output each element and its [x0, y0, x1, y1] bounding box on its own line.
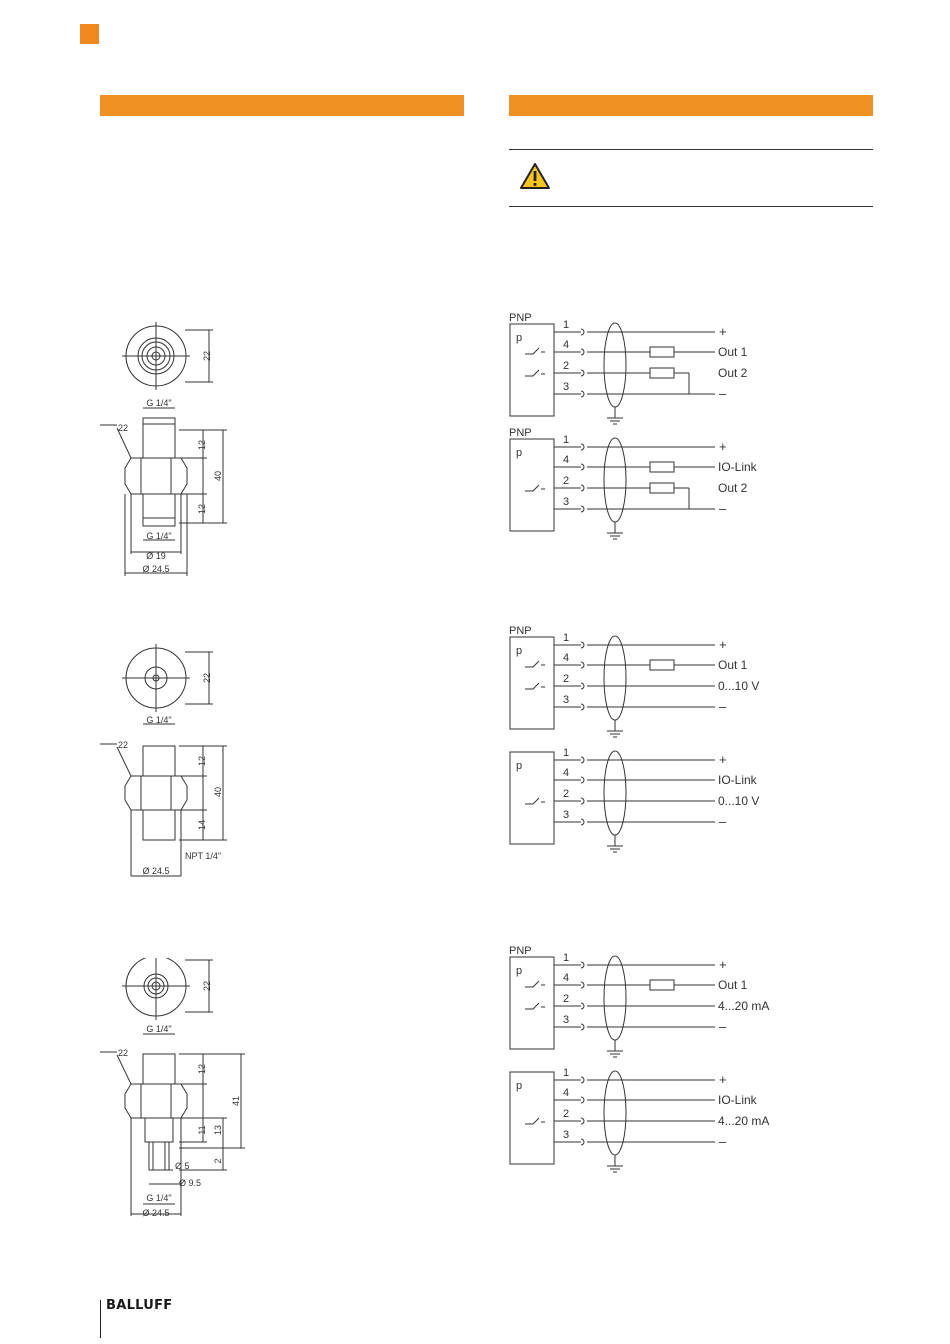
terminal-label: + — [719, 957, 727, 972]
switch-symbol — [525, 798, 545, 804]
dia-small-label: Ø 5 — [175, 1161, 190, 1171]
switch-symbol — [525, 348, 545, 354]
connector-arrow — [581, 464, 584, 470]
terminal-label: – — [719, 501, 727, 516]
pin-number: 1 — [563, 434, 570, 446]
resistor — [650, 347, 674, 357]
dimension-drawing-2 — [95, 644, 255, 880]
pin-number: 1 — [563, 1067, 570, 1079]
terminal-label: IO-Link — [718, 1093, 757, 1107]
footer-rule — [100, 1300, 101, 1338]
hex-top-label: 22 — [202, 980, 212, 992]
left-section-header-bar — [100, 95, 464, 116]
connector-arrow — [581, 819, 584, 825]
pressure-label: p — [516, 645, 523, 657]
dim-b-label: 12 — [197, 503, 207, 515]
connector-arrow — [581, 1139, 584, 1145]
connector-arrow — [581, 642, 584, 648]
terminal-label: – — [719, 699, 727, 714]
hex-top-label: 22 — [202, 672, 212, 684]
resistor — [650, 660, 674, 670]
pressure-label: p — [516, 1080, 523, 1092]
terminal-label: Out 1 — [718, 658, 748, 672]
connector-arrow — [581, 704, 584, 710]
dim-total-label: 41 — [231, 1095, 241, 1107]
dim-a-label: 12 — [197, 755, 207, 767]
pin-number: 4 — [563, 339, 570, 351]
pin-number: 3 — [563, 809, 570, 821]
wiring-diagram-3 — [505, 623, 775, 745]
connector-arrow — [581, 798, 584, 804]
connector-arrow — [581, 349, 584, 355]
pin-number: 3 — [563, 381, 570, 393]
output-type-label: PNP — [509, 312, 532, 324]
connector-arrow — [581, 1118, 584, 1124]
resistor — [650, 483, 674, 493]
terminal-label: + — [719, 637, 727, 652]
terminal-label: IO-Link — [718, 773, 757, 787]
resistor — [650, 368, 674, 378]
balluff-logo: BALLUFF — [106, 1298, 173, 1313]
connector-arrow — [581, 777, 584, 783]
connector-arrow — [581, 391, 584, 397]
dim-total-label: 40 — [213, 470, 223, 482]
wiring-diagram-1 — [505, 310, 775, 432]
corner-marker — [80, 24, 99, 44]
terminal-label: + — [719, 324, 727, 339]
hex-side-label: 22 — [118, 1048, 129, 1058]
terminal-label: + — [719, 439, 727, 454]
warning-icon — [519, 162, 551, 190]
dim-total-label: 40 — [213, 786, 223, 798]
dim-b-label: 11 — [197, 1125, 207, 1135]
switch-symbol — [525, 981, 545, 987]
pin-number: 2 — [563, 475, 570, 487]
pin-number: 3 — [563, 694, 570, 706]
warning-bottom-rule — [509, 206, 873, 207]
wiring-diagram-6 — [505, 1058, 775, 1180]
switch-symbol — [525, 485, 545, 491]
dimension-drawing-1 — [95, 318, 255, 580]
right-section-header-bar — [509, 95, 873, 116]
terminal-label: Out 1 — [718, 345, 748, 359]
dim-c-label: 13 — [213, 1124, 223, 1136]
pin-number: 2 — [563, 1108, 570, 1120]
connector-arrow — [581, 506, 584, 512]
pin-number: 3 — [563, 1129, 570, 1141]
terminal-label: – — [719, 1134, 727, 1149]
resistor — [650, 980, 674, 990]
terminal-label: 0...10 V — [718, 679, 760, 693]
pin-number: 4 — [563, 972, 570, 984]
dia-mid-label: Ø 9.5 — [179, 1178, 202, 1188]
connector-arrow — [581, 370, 584, 376]
switch-symbol — [525, 683, 545, 689]
pin-number: 4 — [563, 454, 570, 466]
terminal-label: – — [719, 814, 727, 829]
pressure-label: p — [516, 760, 523, 772]
switch-symbol — [525, 1003, 545, 1009]
switch-symbol — [525, 1118, 545, 1124]
terminal-label: 4...20 mA — [718, 999, 770, 1013]
connector-arrow — [581, 485, 584, 491]
pin-number: 2 — [563, 788, 570, 800]
pin-number: 1 — [563, 632, 570, 644]
pressure-label: p — [516, 332, 523, 344]
warning-top-rule — [509, 149, 873, 150]
hex-side-label: 22 — [118, 423, 129, 433]
thread-top-label: G 1/4" — [146, 715, 172, 725]
hex-top-label: 22 — [202, 350, 212, 362]
terminal-label: + — [719, 752, 727, 767]
pin-number: 3 — [563, 1014, 570, 1026]
output-type-label: PNP — [509, 625, 532, 637]
connector-arrow — [581, 1003, 584, 1009]
terminal-label: – — [719, 386, 727, 401]
pin-number: 1 — [563, 952, 570, 964]
pin-number: 2 — [563, 993, 570, 1005]
dia-inner-label: Ø 19 — [146, 551, 166, 561]
connector-arrow — [581, 329, 584, 335]
switch-symbol — [525, 370, 545, 376]
dim-b-label: 14 — [197, 819, 207, 831]
connector-arrow — [581, 1024, 584, 1030]
pin-number: 1 — [563, 747, 570, 759]
pin-number: 4 — [563, 767, 570, 779]
connector-arrow — [581, 1077, 584, 1083]
pin-number: 2 — [563, 360, 570, 372]
pressure-label: p — [516, 965, 523, 977]
pin-number: 3 — [563, 496, 570, 508]
wiring-diagram-2 — [505, 425, 775, 547]
connector-arrow — [581, 1097, 584, 1103]
terminal-label: – — [719, 1019, 727, 1034]
thread-bottom-label: G 1/4" — [146, 531, 172, 541]
thread-top-label: G 1/4" — [146, 1024, 172, 1034]
thread-bottom-label: NPT 1/4" — [185, 851, 222, 861]
dia-outer-label: Ø 24.5 — [142, 866, 170, 876]
connector-arrow — [581, 982, 584, 988]
connector-arrow — [581, 662, 584, 668]
output-type-label: PNP — [509, 427, 532, 439]
dim-d-label: 2 — [213, 1158, 223, 1164]
connector-arrow — [581, 444, 584, 450]
dim-a-label: 12 — [197, 1063, 207, 1075]
dia-outer-label: Ø 24.5 — [142, 564, 170, 574]
output-type-label: PNP — [509, 945, 532, 957]
thread-top-label: G 1/4" — [146, 398, 172, 408]
terminal-label: Out 2 — [718, 481, 748, 495]
terminal-label: Out 2 — [718, 366, 748, 380]
terminal-label: IO-Link — [718, 460, 757, 474]
dimension-drawing-3 — [95, 958, 255, 1222]
wiring-diagram-4 — [505, 738, 775, 860]
dia-outer-label: Ø 24.5 — [142, 1208, 170, 1218]
pin-number: 4 — [563, 1087, 570, 1099]
pin-number: 4 — [563, 652, 570, 664]
pin-number: 1 — [563, 319, 570, 331]
connector-arrow — [581, 962, 584, 968]
connector-arrow — [581, 683, 584, 689]
wiring-diagram-5 — [505, 943, 775, 1065]
switch-symbol — [525, 661, 545, 667]
terminal-label: 4...20 mA — [718, 1114, 770, 1128]
pressure-label: p — [516, 447, 523, 459]
pin-number: 2 — [563, 673, 570, 685]
connector-arrow — [581, 757, 584, 763]
hex-side-label: 22 — [118, 740, 129, 750]
dim-a-label: 12 — [197, 439, 207, 451]
resistor — [650, 462, 674, 472]
terminal-label: Out 1 — [718, 978, 748, 992]
terminal-label: + — [719, 1072, 727, 1087]
thread-bottom-label: G 1/4" — [146, 1193, 172, 1203]
terminal-label: 0...10 V — [718, 794, 760, 808]
